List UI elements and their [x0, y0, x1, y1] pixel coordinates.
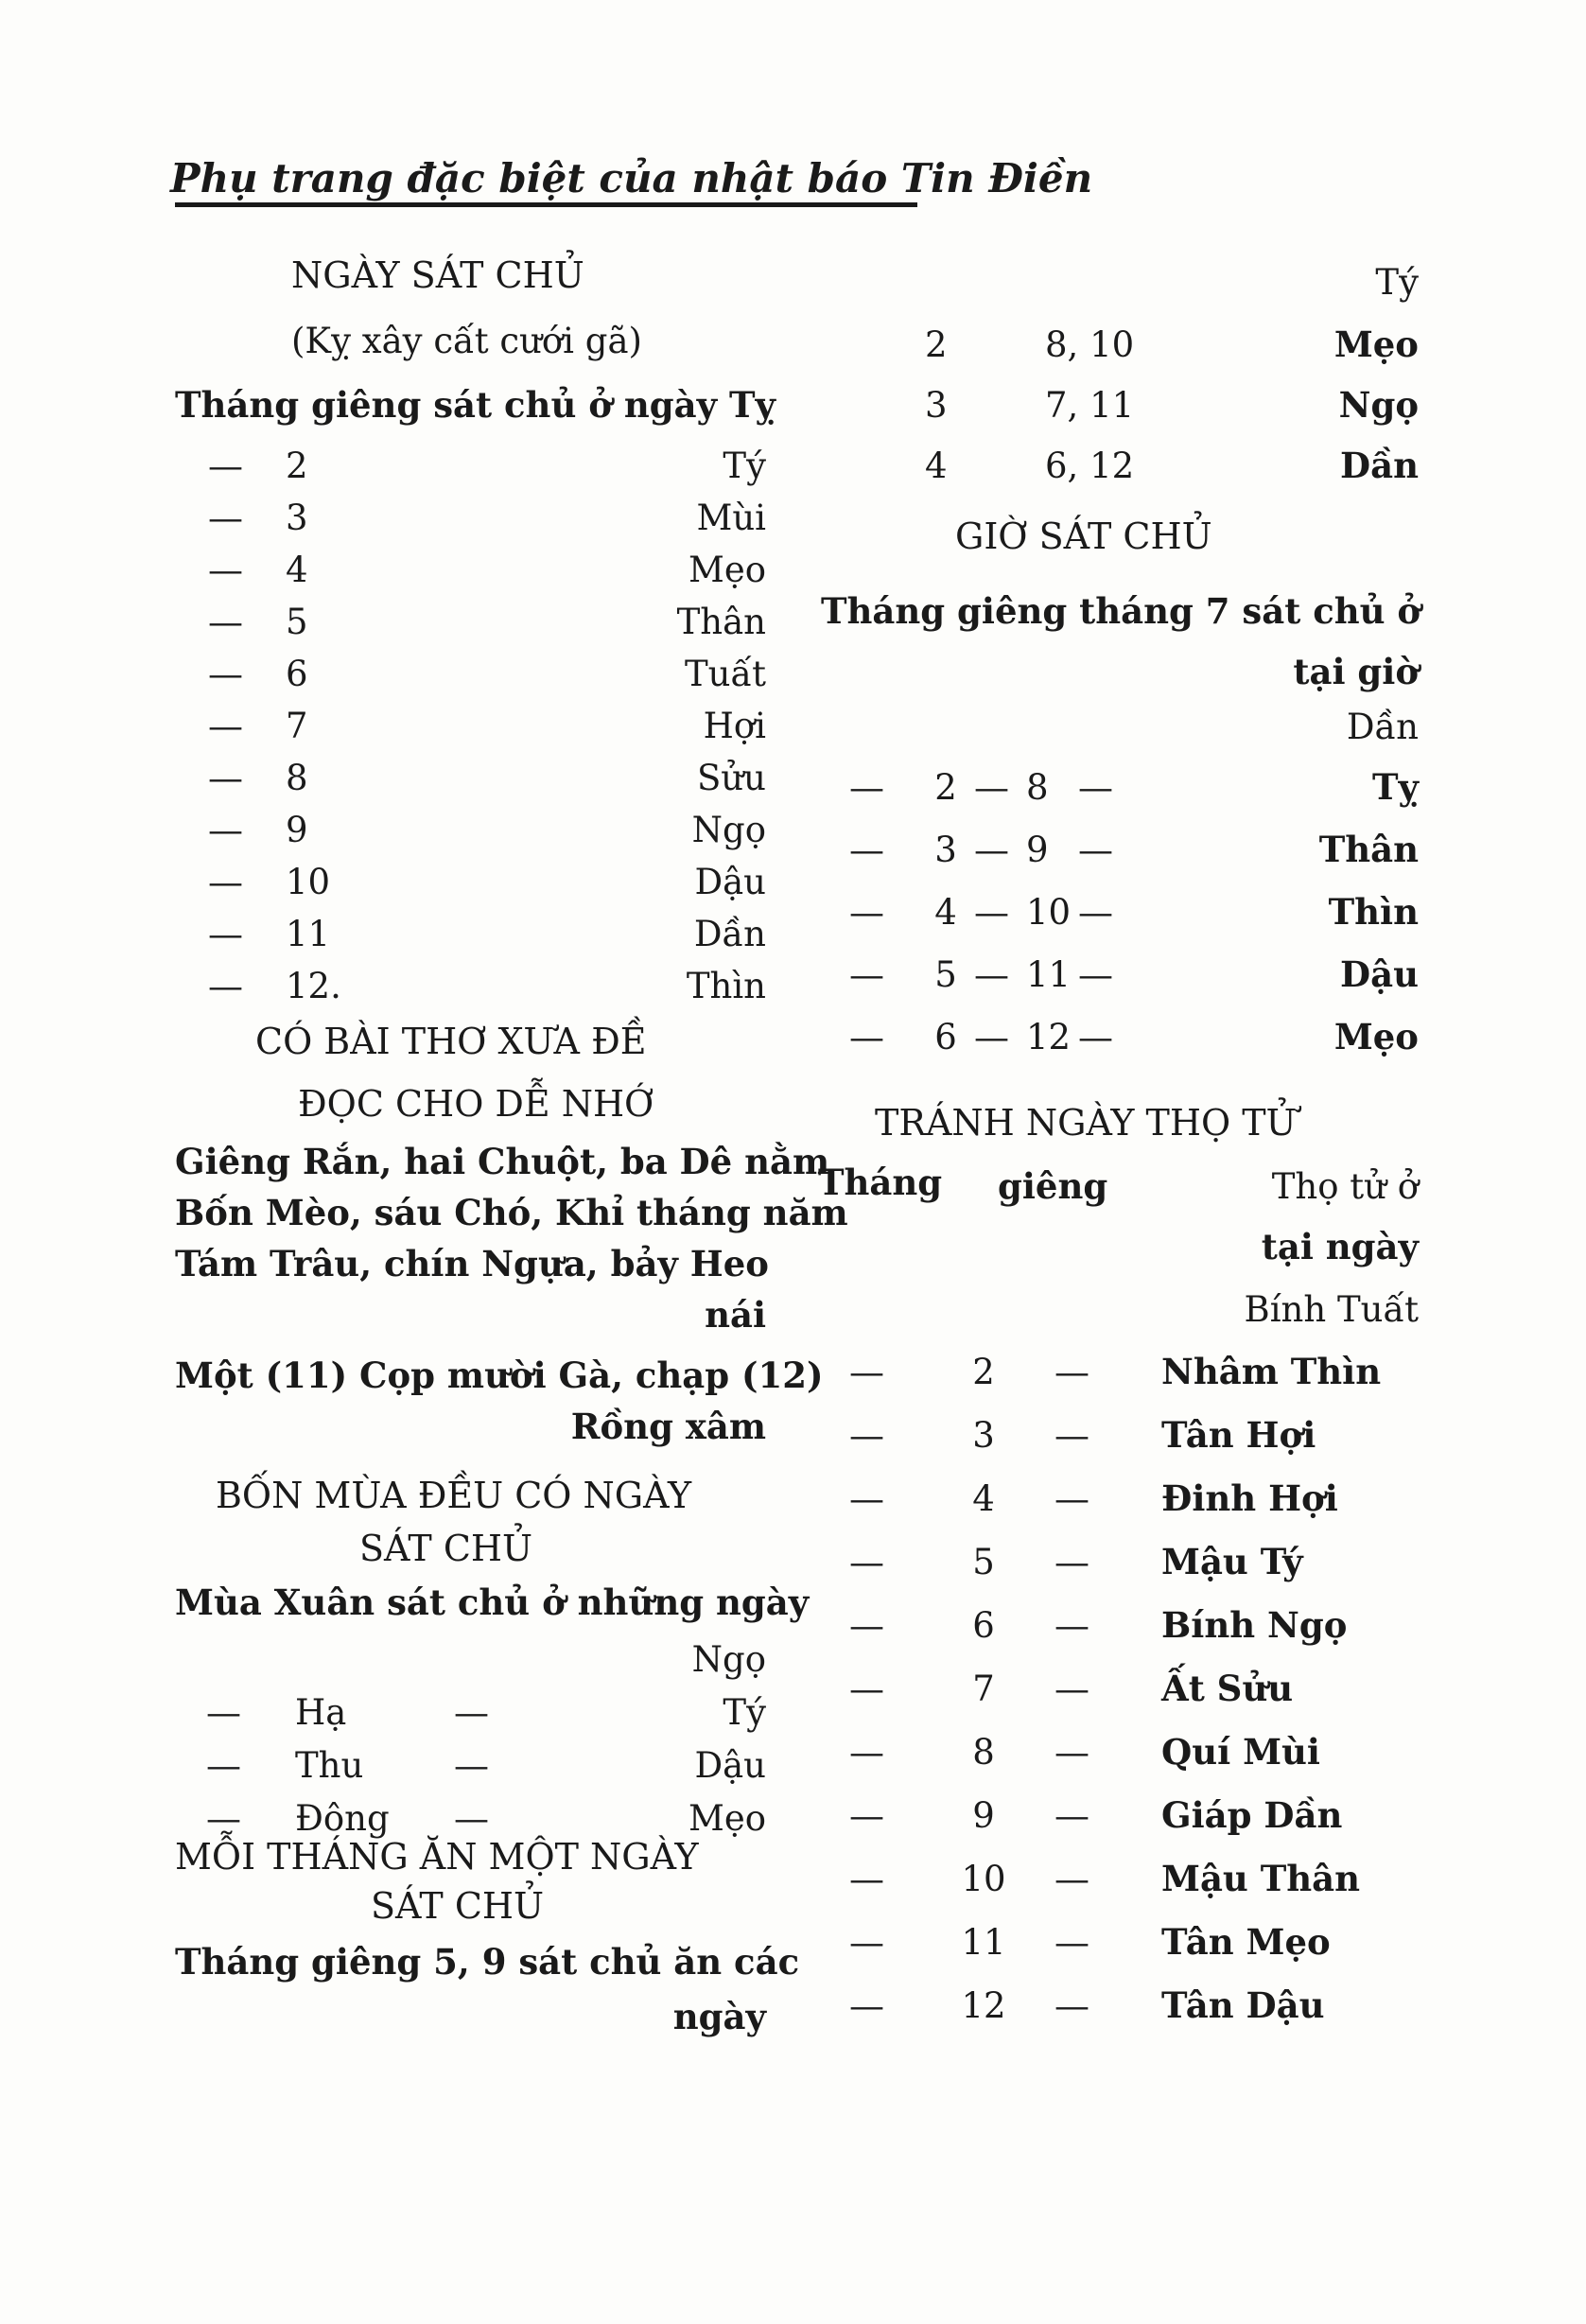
- tranh-intro-c: Thọ tử ở: [1271, 1166, 1419, 1207]
- moi-thang-intro: Tháng giêng 5, 9 sát chủ ăn các: [175, 1941, 800, 1983]
- row-value: Nhâm Thìn: [1161, 1351, 1382, 1392]
- poem-line: nái: [705, 1294, 766, 1336]
- row-number: 5: [972, 1542, 995, 1582]
- header-rule: [175, 202, 917, 207]
- row-value: Tuất: [684, 654, 766, 694]
- tranh-ngay-title: TRÁNH NGÀY THỌ TỬ: [875, 1102, 1297, 1144]
- row-days: 6, 12: [1045, 446, 1135, 486]
- row-dash: —: [208, 654, 243, 694]
- row-dash: —: [454, 1692, 489, 1733]
- row-month-a: 5: [934, 954, 957, 995]
- row-dash: —: [849, 1352, 884, 1392]
- row-month-a: 2: [934, 767, 957, 808]
- row-number: 9: [286, 810, 308, 850]
- row-value: Quí Mùi: [1161, 1731, 1320, 1773]
- row-month-b: 8: [1026, 767, 1049, 808]
- row-value: Tân Hợi: [1161, 1414, 1316, 1456]
- row-dash: —: [208, 862, 243, 902]
- gio-intro-value: Dần: [1346, 707, 1419, 747]
- row-dash: —: [849, 892, 884, 933]
- row-month-a: 3: [934, 830, 957, 870]
- moi-thang-first-value: Tý: [1375, 262, 1419, 303]
- moi-thang-intro-2: ngày: [672, 1996, 766, 2037]
- row-dash: —: [849, 1922, 884, 1963]
- row-month-b: 9: [1026, 830, 1049, 870]
- row-number: 10: [961, 1859, 1006, 1899]
- row-dash: —: [1054, 1795, 1089, 1836]
- row-value: Thân: [676, 602, 766, 642]
- poem-line: Tám Trâu, chín Ngựa, bảy Heo: [175, 1243, 769, 1284]
- row-dash: —: [1054, 1669, 1089, 1709]
- page-header-title: Phụ trang đặc biệt của nhật báo Tin Điền: [170, 155, 1093, 201]
- moi-thang-title-line1: MỖI THÁNG ĂN MỘT NGÀY: [175, 1836, 699, 1878]
- row-number: 9: [972, 1795, 995, 1836]
- row-days: 7, 11: [1045, 385, 1135, 426]
- row-value: Ất Sửu: [1161, 1668, 1294, 1709]
- row-number: 5: [286, 602, 308, 642]
- row-value: Mẹo: [1333, 1016, 1419, 1057]
- row-value: Tân Dậu: [1161, 1984, 1325, 2026]
- row-dash: —: [849, 1542, 884, 1582]
- row-number: 7: [286, 706, 308, 746]
- row-number: 4: [286, 550, 308, 590]
- row-value: Tỵ: [1371, 766, 1419, 808]
- section-title-ngay-sat-chu: NGÀY SÁT CHỦ: [291, 254, 584, 296]
- row-value: Tý: [723, 446, 766, 486]
- row-number: 11: [286, 914, 331, 954]
- tranh-intro-b: giêng: [998, 1165, 1108, 1207]
- row-dash: —: [849, 1985, 884, 2026]
- row-dash: —: [849, 830, 884, 870]
- row-dash: —: [849, 1669, 884, 1709]
- row-number: 3: [286, 498, 308, 538]
- poem-title-line2: ĐỌC CHO DỄ NHỚ: [298, 1083, 654, 1125]
- row-value: Thìn: [686, 966, 766, 1006]
- row-dash: —: [208, 602, 243, 642]
- poem-line: Rồng xâm: [570, 1406, 766, 1447]
- row-dash: —: [206, 1798, 241, 1839]
- section-subtitle: (Kỵ xây cất cưới gã): [291, 321, 642, 361]
- row-dash: —: [1054, 1605, 1089, 1646]
- row-value: Dậu: [694, 862, 766, 902]
- tranh-intro-2: tại ngày: [1261, 1226, 1419, 1267]
- row-dash: —: [1078, 892, 1113, 933]
- bon-mua-title-line1: BỐN MÙA ĐỀU CÓ NGÀY: [216, 1475, 692, 1516]
- row-dash: —: [1054, 1415, 1089, 1456]
- row-value: Thìn: [1328, 891, 1419, 933]
- row-season: Hạ: [295, 1692, 347, 1733]
- row-dash: —: [208, 706, 243, 746]
- row-value: Bính Ngọ: [1161, 1604, 1348, 1646]
- row-dash: —: [849, 954, 884, 995]
- row-number: 2: [286, 446, 308, 486]
- row-dash: —: [208, 498, 243, 538]
- row-value: Ngọ: [691, 810, 766, 850]
- row-dash: —: [974, 954, 1009, 995]
- row-dash: —: [1054, 1352, 1089, 1392]
- row-value: Thân: [1318, 829, 1419, 870]
- row-number: 2: [972, 1352, 995, 1392]
- row-days: 8, 10: [1045, 324, 1135, 365]
- row-dash: —: [1078, 767, 1113, 808]
- row-dash: —: [1054, 1922, 1089, 1963]
- row-dash: —: [454, 1798, 489, 1839]
- row-dash: —: [849, 1017, 884, 1057]
- row-dash: —: [974, 830, 1009, 870]
- row-dash: —: [1054, 1985, 1089, 2026]
- row-value: Mùi: [696, 498, 766, 538]
- row-month: 3: [925, 385, 948, 426]
- row-value: Dần: [693, 914, 766, 954]
- row-number: 8: [286, 758, 308, 798]
- intro-line: Tháng giêng sát chủ ở ngày Tỵ: [175, 384, 776, 426]
- row-number: 3: [972, 1415, 995, 1456]
- row-month-b: 11: [1026, 954, 1072, 995]
- bon-mua-intro-value: Ngọ: [691, 1639, 766, 1680]
- row-dash: —: [1054, 1732, 1089, 1773]
- row-dash: —: [974, 767, 1009, 808]
- gio-intro-2: tại giờ: [1293, 651, 1419, 692]
- row-dash: —: [849, 1795, 884, 1836]
- poem-line: Một (11) Cọp mười Gà, chạp (12): [175, 1354, 824, 1396]
- row-number: 4: [972, 1478, 995, 1519]
- row-dash: —: [849, 1478, 884, 1519]
- row-number: 7: [972, 1669, 995, 1709]
- row-value: Mẹo: [1333, 323, 1419, 365]
- tranh-intro-value: Bính Tuất: [1244, 1289, 1419, 1330]
- poem-line: Giêng Rắn, hai Chuột, ba Dê nằm: [175, 1141, 830, 1182]
- row-dash: —: [208, 550, 243, 590]
- row-dash: —: [208, 966, 243, 1006]
- row-value: Hợi: [703, 706, 766, 746]
- row-value: Tân Mẹo: [1161, 1921, 1331, 1963]
- moi-thang-title-line2: SÁT CHỦ: [371, 1885, 545, 1927]
- gio-sat-chu-title: GIỜ SÁT CHỦ: [955, 515, 1212, 557]
- row-dash: —: [206, 1692, 241, 1733]
- row-number: 8: [972, 1732, 995, 1773]
- row-number: 6: [972, 1605, 995, 1646]
- row-dash: —: [1078, 830, 1113, 870]
- row-dash: —: [1054, 1478, 1089, 1519]
- row-value: Sửu: [696, 758, 766, 798]
- row-month: 2: [925, 324, 948, 365]
- row-number: 12: [961, 1985, 1006, 2026]
- row-dash: —: [849, 1605, 884, 1646]
- row-season: Đông: [295, 1798, 390, 1839]
- poem-line: Bốn Mèo, sáu Chó, Khỉ tháng năm: [175, 1192, 848, 1233]
- row-season: Thu: [295, 1745, 364, 1786]
- row-value: Mẹo: [688, 550, 766, 590]
- row-number: 11: [961, 1922, 1006, 1963]
- row-number: 12.: [286, 966, 341, 1006]
- row-month-b: 10: [1026, 892, 1072, 933]
- bon-mua-intro: Mùa Xuân sát chủ ở những ngày: [175, 1581, 810, 1623]
- row-dash: —: [206, 1745, 241, 1786]
- row-value: Mậu Tý: [1161, 1541, 1303, 1582]
- row-value: Mậu Thân: [1161, 1858, 1361, 1899]
- row-month: 4: [925, 446, 948, 486]
- poem-title-line1: CÓ BÀI THƠ XƯA ĐỀ: [255, 1021, 647, 1062]
- gio-intro: Tháng giêng tháng 7 sát chủ ở: [821, 590, 1421, 632]
- row-value: Dần: [1340, 445, 1419, 486]
- row-month-a: 4: [934, 892, 957, 933]
- row-dash: —: [208, 446, 243, 486]
- row-dash: —: [849, 767, 884, 808]
- row-value: Đinh Hợi: [1161, 1477, 1338, 1519]
- row-dash: —: [974, 1017, 1009, 1057]
- row-dash: —: [849, 1859, 884, 1899]
- row-dash: —: [1054, 1859, 1089, 1899]
- row-dash: —: [849, 1732, 884, 1773]
- row-dash: —: [1054, 1542, 1089, 1582]
- row-dash: —: [208, 914, 243, 954]
- row-dash: —: [454, 1745, 489, 1786]
- row-value: Mẹo: [688, 1798, 766, 1839]
- row-value: Dậu: [694, 1745, 766, 1786]
- row-number: 6: [286, 654, 308, 694]
- row-dash: —: [208, 810, 243, 850]
- bon-mua-title-line2: SÁT CHỦ: [359, 1528, 533, 1569]
- row-number: 10: [286, 862, 331, 902]
- row-value: Dậu: [1340, 953, 1419, 995]
- row-month-a: 6: [934, 1017, 957, 1057]
- tranh-intro-a: Tháng: [818, 1162, 943, 1203]
- row-value: Giáp Dần: [1161, 1794, 1343, 1836]
- row-dash: —: [849, 1415, 884, 1456]
- row-value: Ngọ: [1338, 384, 1419, 426]
- row-value: Tý: [723, 1692, 766, 1733]
- row-dash: —: [1078, 1017, 1113, 1057]
- row-month-b: 12: [1026, 1017, 1072, 1057]
- row-dash: —: [974, 892, 1009, 933]
- row-dash: —: [208, 758, 243, 798]
- row-dash: —: [1078, 954, 1113, 995]
